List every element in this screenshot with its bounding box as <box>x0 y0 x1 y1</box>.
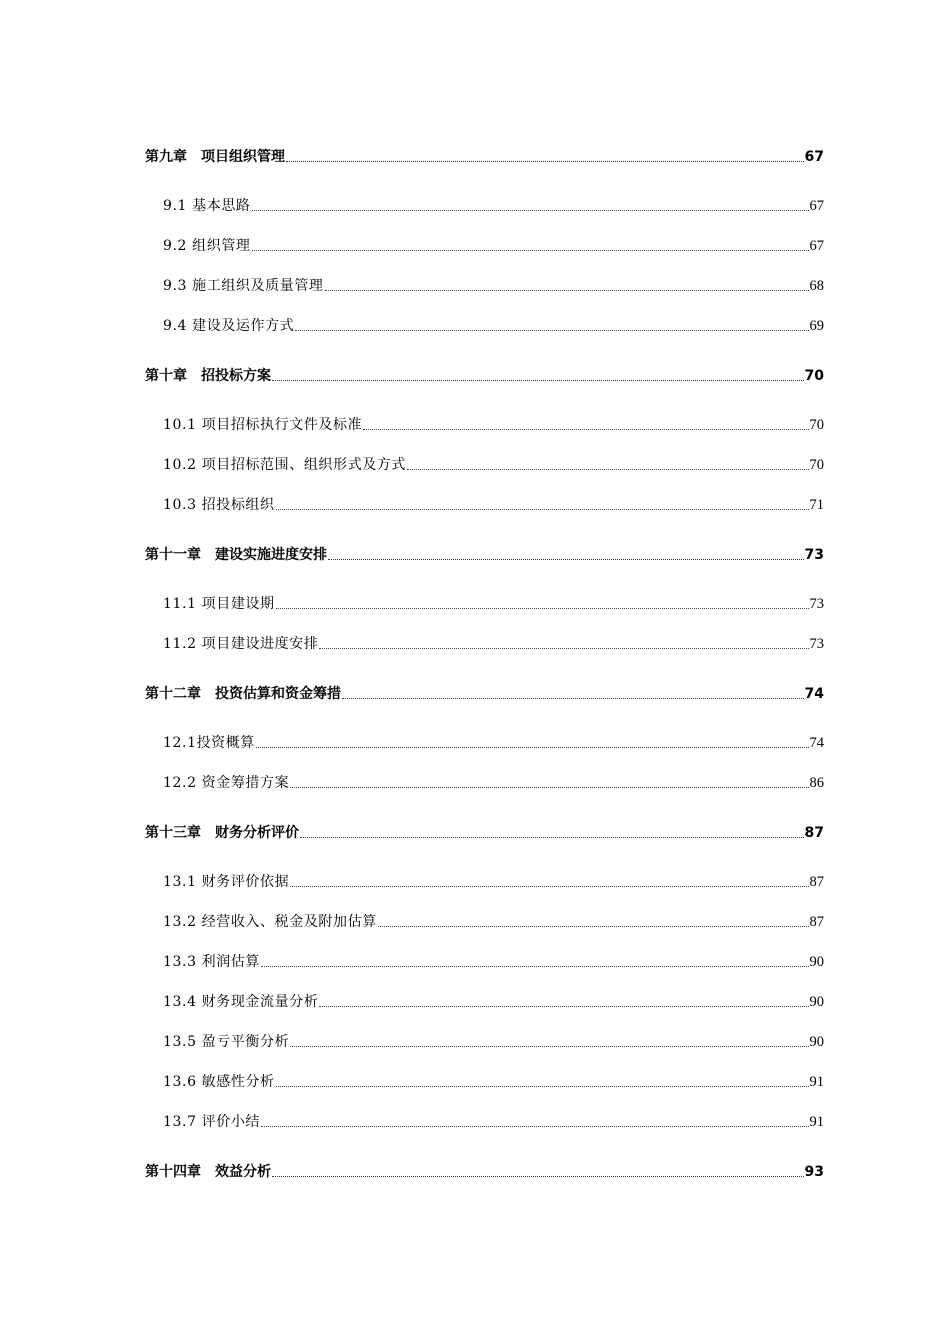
dot-leader <box>378 926 809 927</box>
toc-entry-page: 71 <box>809 497 824 513</box>
toc-entry-page: 70 <box>804 368 824 384</box>
toc-entry[interactable] <box>163 231 824 255</box>
toc-entry-title: 第十三章 财务分析评价 <box>145 825 299 841</box>
toc-entry[interactable] <box>163 311 824 335</box>
dot-leader <box>276 509 809 510</box>
toc-entry-page: 74 <box>804 686 824 702</box>
toc-entry-title: 10.1 项目招标执行文件及标准 <box>163 417 363 433</box>
toc-entry-title: 10.2 项目招标范围、组织形式及方式 <box>163 457 407 473</box>
dot-leader <box>252 210 809 211</box>
table-of-contents <box>145 0 824 1344</box>
toc-entry[interactable] <box>163 410 824 434</box>
toc-entry[interactable] <box>145 1157 824 1181</box>
toc-entry[interactable] <box>163 450 824 474</box>
toc-entry-page: 87 <box>804 825 824 841</box>
toc-entry-title: 12.2 资金筹措方案 <box>163 775 290 791</box>
toc-entry-page: 70 <box>809 457 824 473</box>
toc-entry-title: 第九章 项目组织管理 <box>145 149 285 165</box>
dot-leader <box>276 1086 809 1087</box>
dot-leader <box>328 559 804 560</box>
toc-entry-page: 90 <box>809 954 824 970</box>
toc-entry[interactable] <box>163 947 824 971</box>
dot-leader <box>300 837 804 838</box>
toc-entry-title: 13.1 财务评价依据 <box>163 874 290 890</box>
toc-entry[interactable] <box>163 768 824 792</box>
dot-leader <box>319 1006 808 1007</box>
toc-entry[interactable] <box>163 1067 824 1091</box>
toc-entry[interactable] <box>163 728 824 752</box>
toc-entry[interactable] <box>163 490 824 514</box>
dot-leader <box>407 469 808 470</box>
toc-entry[interactable] <box>145 361 824 385</box>
toc-entry-page: 67 <box>809 238 824 254</box>
toc-entry-page: 68 <box>809 278 824 294</box>
toc-entry-page: 73 <box>809 636 824 652</box>
dot-leader <box>325 290 809 291</box>
toc-entry[interactable] <box>163 191 824 215</box>
toc-entry-title: 13.2 经营收入、税金及附加估算 <box>163 914 377 930</box>
toc-entry-page: 73 <box>809 596 824 612</box>
dot-leader <box>252 250 809 251</box>
toc-entry[interactable] <box>163 867 824 891</box>
toc-entry-page: 70 <box>809 417 824 433</box>
toc-entry-page: 67 <box>804 149 824 165</box>
toc-entry-title: 9.4 建设及运作方式 <box>163 318 295 334</box>
toc-entry-page: 69 <box>809 318 824 334</box>
toc-entry[interactable] <box>145 818 824 842</box>
toc-entry-title: 9.3 施工组织及质量管理 <box>163 278 324 294</box>
toc-entry-title: 10.3 招投标组织 <box>163 497 275 513</box>
toc-entry-title: 13.4 财务现金流量分析 <box>163 994 319 1010</box>
toc-entry-page: 91 <box>809 1114 824 1130</box>
toc-entry-title: 13.5 盈亏平衡分析 <box>163 1034 290 1050</box>
toc-entry-page: 87 <box>809 874 824 890</box>
toc-entry[interactable] <box>163 629 824 653</box>
toc-entry-title: 第十一章 建设实施进度安排 <box>145 547 327 563</box>
dot-leader <box>295 330 808 331</box>
toc-entry-page: 90 <box>809 994 824 1010</box>
toc-entry-page: 87 <box>809 914 824 930</box>
toc-entry[interactable] <box>163 271 824 295</box>
toc-entry-title: 第十四章 效益分析 <box>145 1164 271 1180</box>
toc-entry-page: 90 <box>809 1034 824 1050</box>
toc-entry-page: 73 <box>804 547 824 563</box>
toc-entry-page: 93 <box>804 1164 824 1180</box>
dot-leader <box>261 966 808 967</box>
toc-entry-title: 11.1 项目建设期 <box>163 596 275 612</box>
toc-entry[interactable] <box>163 907 824 931</box>
dot-leader <box>290 787 808 788</box>
toc-entry[interactable] <box>163 1027 824 1051</box>
dot-leader <box>286 161 804 162</box>
dot-leader <box>363 429 808 430</box>
toc-entry-page: 74 <box>809 735 824 751</box>
toc-entry[interactable] <box>145 142 824 166</box>
toc-entry-title: 13.3 利润估算 <box>163 954 261 970</box>
toc-entry-title: 12.1投资概算 <box>163 735 255 751</box>
dot-leader <box>342 698 804 699</box>
toc-entry[interactable] <box>145 679 824 703</box>
toc-entry-title: 第十章 招投标方案 <box>145 368 271 384</box>
dot-leader <box>256 747 809 748</box>
dot-leader <box>319 648 808 649</box>
toc-entry-title: 第十二章 投资估算和资金筹措 <box>145 686 341 702</box>
toc-entry[interactable] <box>163 1107 824 1131</box>
dot-leader <box>272 380 804 381</box>
toc-entry-page: 86 <box>809 775 824 791</box>
dot-leader <box>290 1046 808 1047</box>
dot-leader <box>276 608 809 609</box>
toc-entry-page: 91 <box>809 1074 824 1090</box>
toc-entry[interactable] <box>163 987 824 1011</box>
toc-entry-title: 9.2 组织管理 <box>163 238 251 254</box>
toc-entry[interactable] <box>163 589 824 613</box>
dot-leader <box>261 1126 808 1127</box>
toc-entry[interactable] <box>145 540 824 564</box>
toc-entry-title: 13.6 敏感性分析 <box>163 1074 275 1090</box>
toc-entry-title: 11.2 项目建设进度安排 <box>163 636 319 652</box>
toc-entry-page: 67 <box>809 198 824 214</box>
toc-entry-title: 13.7 评价小结 <box>163 1114 261 1130</box>
toc-entry-title: 9.1 基本思路 <box>163 198 251 214</box>
dot-leader <box>290 886 808 887</box>
dot-leader <box>272 1176 804 1177</box>
